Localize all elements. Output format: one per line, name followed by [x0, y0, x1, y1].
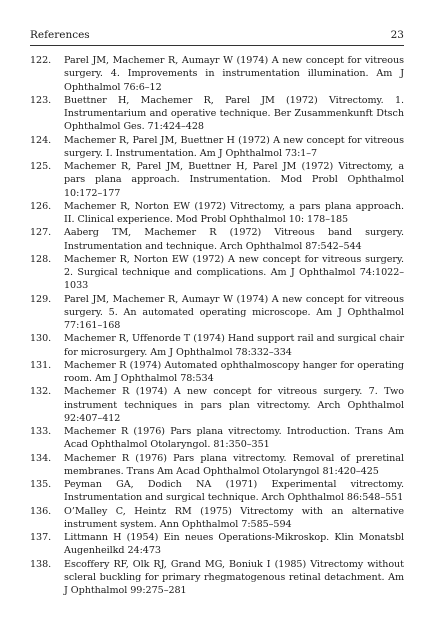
reference-text: O’Malley C, Heintz RM (1975) Vitrectomy with an alternative instrument system. Ann Ophthalmol 7:585–594	[64, 505, 404, 530]
reference-number: 128.	[30, 253, 52, 265]
reference-number: 136.	[30, 505, 52, 517]
reference-number: 122.	[30, 55, 52, 66]
reference-entry	[30, 558, 404, 598]
reference-entry	[30, 332, 404, 359]
reference-number: 129.	[30, 293, 52, 305]
reference-entry	[30, 200, 404, 227]
reference-entry	[30, 505, 404, 532]
reference-number: 137.	[30, 532, 52, 543]
reference-text: Buettner H, Machemer R, Parel JM (1972) Vitrectomy. 1. Instrumentarium and operative technique. Ber Zusammenkunft Dtsch Ophthalmol Ges. 71:424–428	[64, 94, 404, 133]
reference-entry	[30, 478, 404, 505]
reference-number: 127.	[30, 227, 52, 239]
reference-entry	[30, 531, 404, 558]
reference-list	[30, 54, 404, 597]
reference-entry	[30, 226, 404, 253]
reference-text: Machemer R (1976) Pars plana vitrectomy. Removal of preretinal membranes. Trans Am Acad Ophthalmol Otolaryngol 81:420–425	[64, 452, 404, 477]
reference-entry	[30, 253, 404, 293]
reference-text: Parel JM, Machemer R, Aumayr W (1974) A new concept for vitreous surgery. 4. Improvements in instrumentation illumination. Am J Ophthalmol 76:6–12	[64, 55, 404, 93]
reference-text: Peyman GA, Dodich NA (1971) Experimental vitrectomy. Instrumentation and surgical technique. Arch Ophthalmol 86:548–551	[64, 479, 404, 504]
reference-number: 134.	[30, 452, 52, 464]
reference-entry	[30, 293, 404, 333]
reference-text: Machemer R (1974) Automated ophthalmoscopy hanger for operating room. Am J Ophthalmol 78:534	[64, 359, 404, 384]
reference-text: Littmann H (1954) Ein neues Operations-Mikroskop. Klin Monatsbl Augenheilkd 24:473	[64, 532, 404, 557]
reference-entry	[30, 94, 404, 134]
reference-text: Machemer R (1974) A new concept for vitreous surgery. 7. Two instrument techniques in pars plan vitrectomy. Arch Ophthalmol 92:407–412	[64, 386, 404, 424]
running-head	[30, 28, 404, 46]
reference-entry	[30, 359, 404, 386]
book-page	[30, 28, 404, 597]
reference-entry	[30, 452, 404, 479]
reference-entry	[30, 425, 404, 452]
page-number: 23	[390, 29, 404, 41]
reference-entry	[30, 385, 404, 425]
reference-entry	[30, 160, 404, 200]
reference-text: Machemer R, Parel JM, Buettner H, Parel JM (1972) Vitrectomy, a pars plana approach. Instrumentation. Mod Probl Ophthalmol 10:172–177	[64, 161, 404, 199]
reference-number: 126.	[30, 200, 52, 212]
reference-number: 138.	[30, 558, 52, 570]
reference-number: 123.	[30, 94, 52, 106]
reference-text: Parel JM, Machemer R, Aumayr W (1974) A new concept for vitreous surgery. 5. An automated operating microscope. Am J Ophthalmol 77:161–168	[64, 293, 404, 331]
reference-text: Machemer R, Norton EW (1972) Vitrectomy, a pars plana approach. II. Clinical experience. Mod Probl Ophthalmol 10: 178–185	[64, 200, 404, 225]
reference-text: Machemer R (1976) Pars plana vitrectomy. Introduction. Trans Am Acad Ophthalmol Otolaryngol. 81:350–351	[64, 426, 404, 451]
section-title: References	[30, 29, 90, 41]
reference-number: 131.	[30, 359, 52, 371]
reference-number: 132.	[30, 386, 52, 398]
reference-number: 135.	[30, 479, 52, 490]
reference-entry	[30, 134, 404, 161]
reference-text: Machemer R, Uffenorde T (1974) Hand support rail and surgical chair for microsurgery. Am J Ophthalmol 78:332–334	[64, 333, 404, 358]
reference-text: Aaberg TM, Machemer R (1972) Vitreous band surgery. Instrumentation and technique. Arch Ophthalmol 87:542–544	[64, 227, 404, 252]
reference-number: 130.	[30, 333, 52, 345]
reference-text: Machemer R, Parel JM, Buettner H (1972) A new concept for vitreous surgery. I. Instrumentation. Am J Ophthalmol 73:1–7	[64, 134, 404, 159]
reference-entry	[30, 54, 404, 94]
reference-number: 125.	[30, 161, 52, 172]
reference-number: 133.	[30, 426, 52, 437]
reference-text: Escoffery RF, Olk RJ, Grand MG, Boniuk I (1985) Vitrectomy without scleral buckling for primary rhegmatogenous retinal detachment. Am J Ophthalmol 99:275–281	[64, 558, 404, 596]
reference-text: Machemer R, Norton EW (1972) A new concept for vitreous surgery. 2. Surgical technique and complications. Am J Ophthalmol 74:1022–1033	[64, 253, 404, 292]
reference-number: 124.	[30, 134, 52, 146]
